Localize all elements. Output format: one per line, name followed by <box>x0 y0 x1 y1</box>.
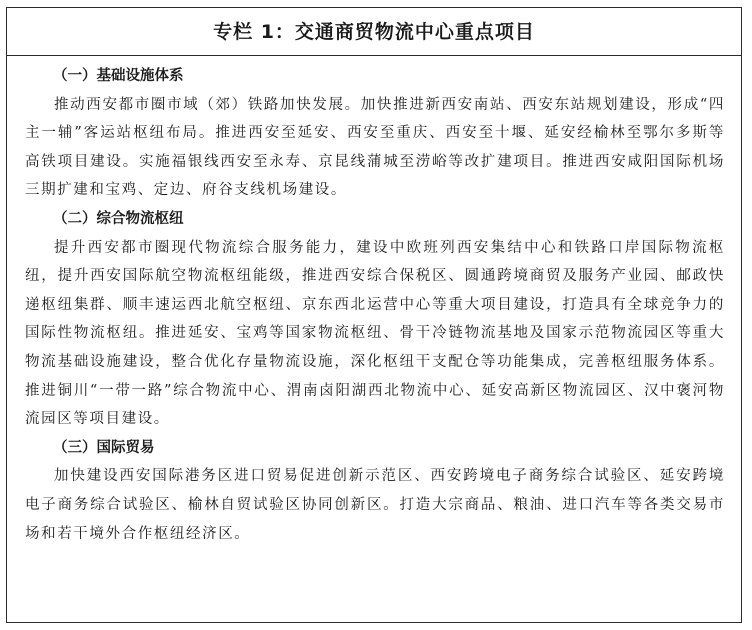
box-title: 专栏 1：交通商贸物流中心重点项目 <box>7 8 741 56</box>
section-body-infrastructure: 推动西安都市圈市域（郊）铁路加快发展。加快推进新西安南站、西安东站规划建设，形成“四主一辅”客运站枢纽布局。推进西安至延安、西安至重庆、西安至十堰、延安经榆林至鄂尔多斯等高铁项目建设。实施福银线西安至永寿、京昆线蒲城至涝峪等改扩建项目。推进西安咸阳国际机场三期扩建和宝鸡、定边、府谷支线机场建设。 <box>25 96 725 199</box>
section-heading-infrastructure: （一）基础设施体系 <box>53 68 184 84</box>
section-heading-international-trade: （三）国际贸易 <box>53 439 155 456</box>
box-content <box>25 62 725 548</box>
section-body-international-trade: 加快建设西安国际港务区进口贸易促进创新示范区、西安跨境电子商务综合试验区、延安跨境电子商务综合试验区、榆林自贸试验区协同创新区。打造大宗商品、粮油、进口汽车等各类交易市场和若干境外合作枢纽经济区。 <box>25 468 725 542</box>
section-body-logistics-hub: 提升西安都市圈现代物流综合服务能力，建设中欧班列西安集结中心和铁路口岸国际物流枢纽，提升西安国际航空物流枢纽能级，推进西安综合保税区、圆通跨境商贸及服务产业园、邮政快递枢纽集群、顺丰速运西北航空枢纽、京东西北运营中心等重大项目建设，打造具有全球竞争力的国际性物流枢纽。推进延安、宝鸡等国家物流枢纽、骨干冷链物流基地及国家示范物流园区等重大物流基础设施建设，整合优化存量物流设施，深化枢纽干支配仓等功能集成，完善枢纽服务体系。推进铜川“一带一路”综合物流中心、渭南卤阳湖西北物流中心、延安高新区物流园区、汉中褒河物流园区等项目建设。 <box>25 239 725 428</box>
section-heading-logistics-hub: （二）综合物流枢纽 <box>53 210 184 227</box>
feature-box <box>6 7 742 623</box>
